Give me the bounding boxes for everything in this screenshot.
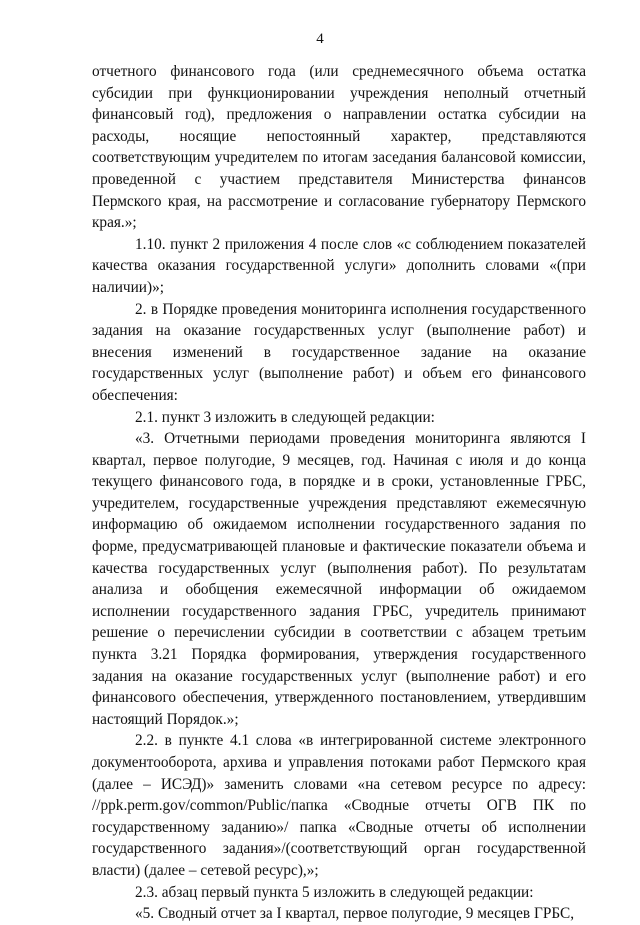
paragraph: «5. Сводный отчет за I квартал, первое полугодие, 9 месяцев ГРБС, — [135, 905, 575, 923]
paragraph: 2.1. пункт 3 изложить в следующей редакции: — [135, 408, 435, 426]
paragraph: «3. Отчетными периодами проведения мониторинга являются I квартал, первое полугодие, 9 месяцев, год. Начиная с июля и до конца текущего финансового года, в порядке и в сроки, установленные ГРБС, учредителем, государственные учреждения представляют ежемесячную информацию об ожидаемом исполнении государственного задания по форме, предусматривающей плановые и фактические показатели объема и качества государственных услуг (выполнения работ). По результатам анализа и обобщения ежемесячной информации об ожидаемом исполнении государственного задания ГРБС, учредитель принимают решение о перечислении субсидии в соответствии с абзацем третьим пункта 3.21 Порядка формирования, утверждения государственного задания на оказание государственных услуг (выполнение работ) и его финансового обеспечения, утвержденного постановлением, утвердившим настоящий Порядок.»; — [92, 430, 586, 728]
page-number: 4 — [316, 31, 324, 47]
paragraph: 2.2. в пункте 4.1 слова «в интегрированной системе электронного документооборота, архива и управления потоками работ Пермского края (далее – ИСЭД)» заменить словами «на сетевом ресурсе по адресу: //ppk.perm.gov/common/Public/папка «Сводные отчеты ОГВ ПК по государственному заданию»/ папка «Сводные отчеты об исполнении государственного задания»/(соответствующий орган государственной власти) (далее – сетевой ресурс),»; — [92, 732, 586, 879]
paragraph: 1.10. пункт 2 приложения 4 после слов «с соблюдением показателей качества оказания государственной услуги» дополнить словами «(при наличии)»; — [92, 235, 586, 296]
paragraph: 2. в Порядке проведения мониторинга исполнения государственного задания на оказание государственных услуг (выполнение работ) и внесения изменений в государственное задание на оказание государственных услуг (выполнение работ) и объем его финансового обеспечения: — [92, 300, 586, 404]
document-body — [92, 61, 586, 925]
paragraph: отчетного финансового года (или среднемесячного объема остатка субсидии при функционировании учреждения неполный отчетный финансовый год), предложения о направлении остатка субсидии на расходы, носящие непостоянный характер, представляются соответствующим учредителем по итогам заседания балансовой комиссии, проведенной с участием представителя Министерства финансов Пермского края, на рассмотрение и согласование губернатору Пермского края.»; — [92, 63, 586, 232]
paragraph: 2.3. абзац первый пункта 5 изложить в следующей редакции: — [135, 883, 534, 901]
